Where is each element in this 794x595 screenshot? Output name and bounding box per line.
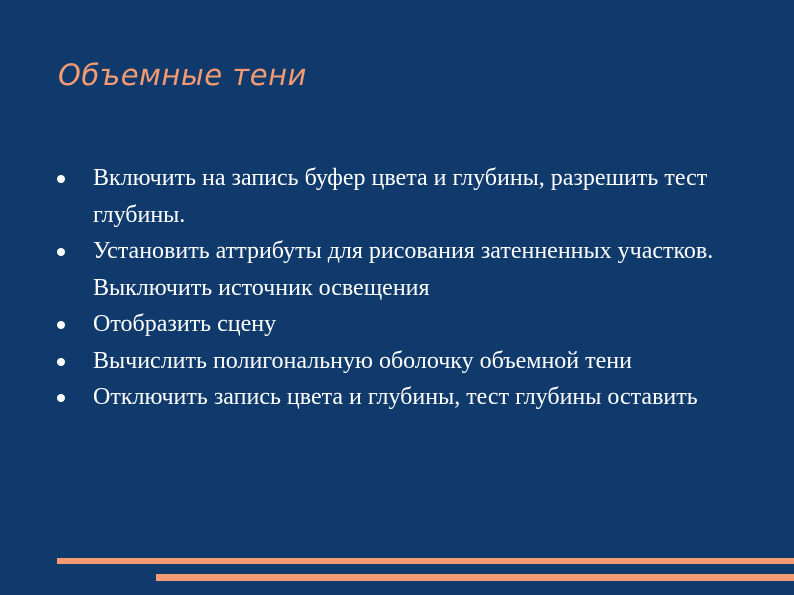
accent-rule-bottom xyxy=(156,574,794,581)
bullet-dot-icon xyxy=(57,175,65,183)
bullet-dot-icon xyxy=(57,248,65,256)
bullet-dot-icon xyxy=(57,321,65,329)
bullet-item xyxy=(56,306,756,343)
accent-rule-top xyxy=(57,558,794,564)
bullet-item xyxy=(56,233,756,306)
bullet-item xyxy=(56,379,756,416)
bullet-list xyxy=(56,160,756,416)
bullet-text: Отобразить сцену xyxy=(93,311,277,337)
bullet-item xyxy=(56,343,756,380)
bullet-text: Включить на запись буфер цвета и глубины, разрешить тест глубины. xyxy=(93,165,708,228)
bullet-dot-icon xyxy=(57,394,65,402)
bullet-text: Установить аттрибуты для рисования затенненных участков. Выключить источник освещения xyxy=(93,238,714,301)
bullet-item xyxy=(56,160,756,233)
bullet-text: Отключить запись цвета и глубины, тест глубины оставить xyxy=(93,384,698,410)
bullet-text: Вычислить полигональную оболочку объемной тени xyxy=(93,347,632,374)
slide-title: Объемные тени xyxy=(58,58,307,92)
bullet-dot-icon xyxy=(57,358,65,366)
